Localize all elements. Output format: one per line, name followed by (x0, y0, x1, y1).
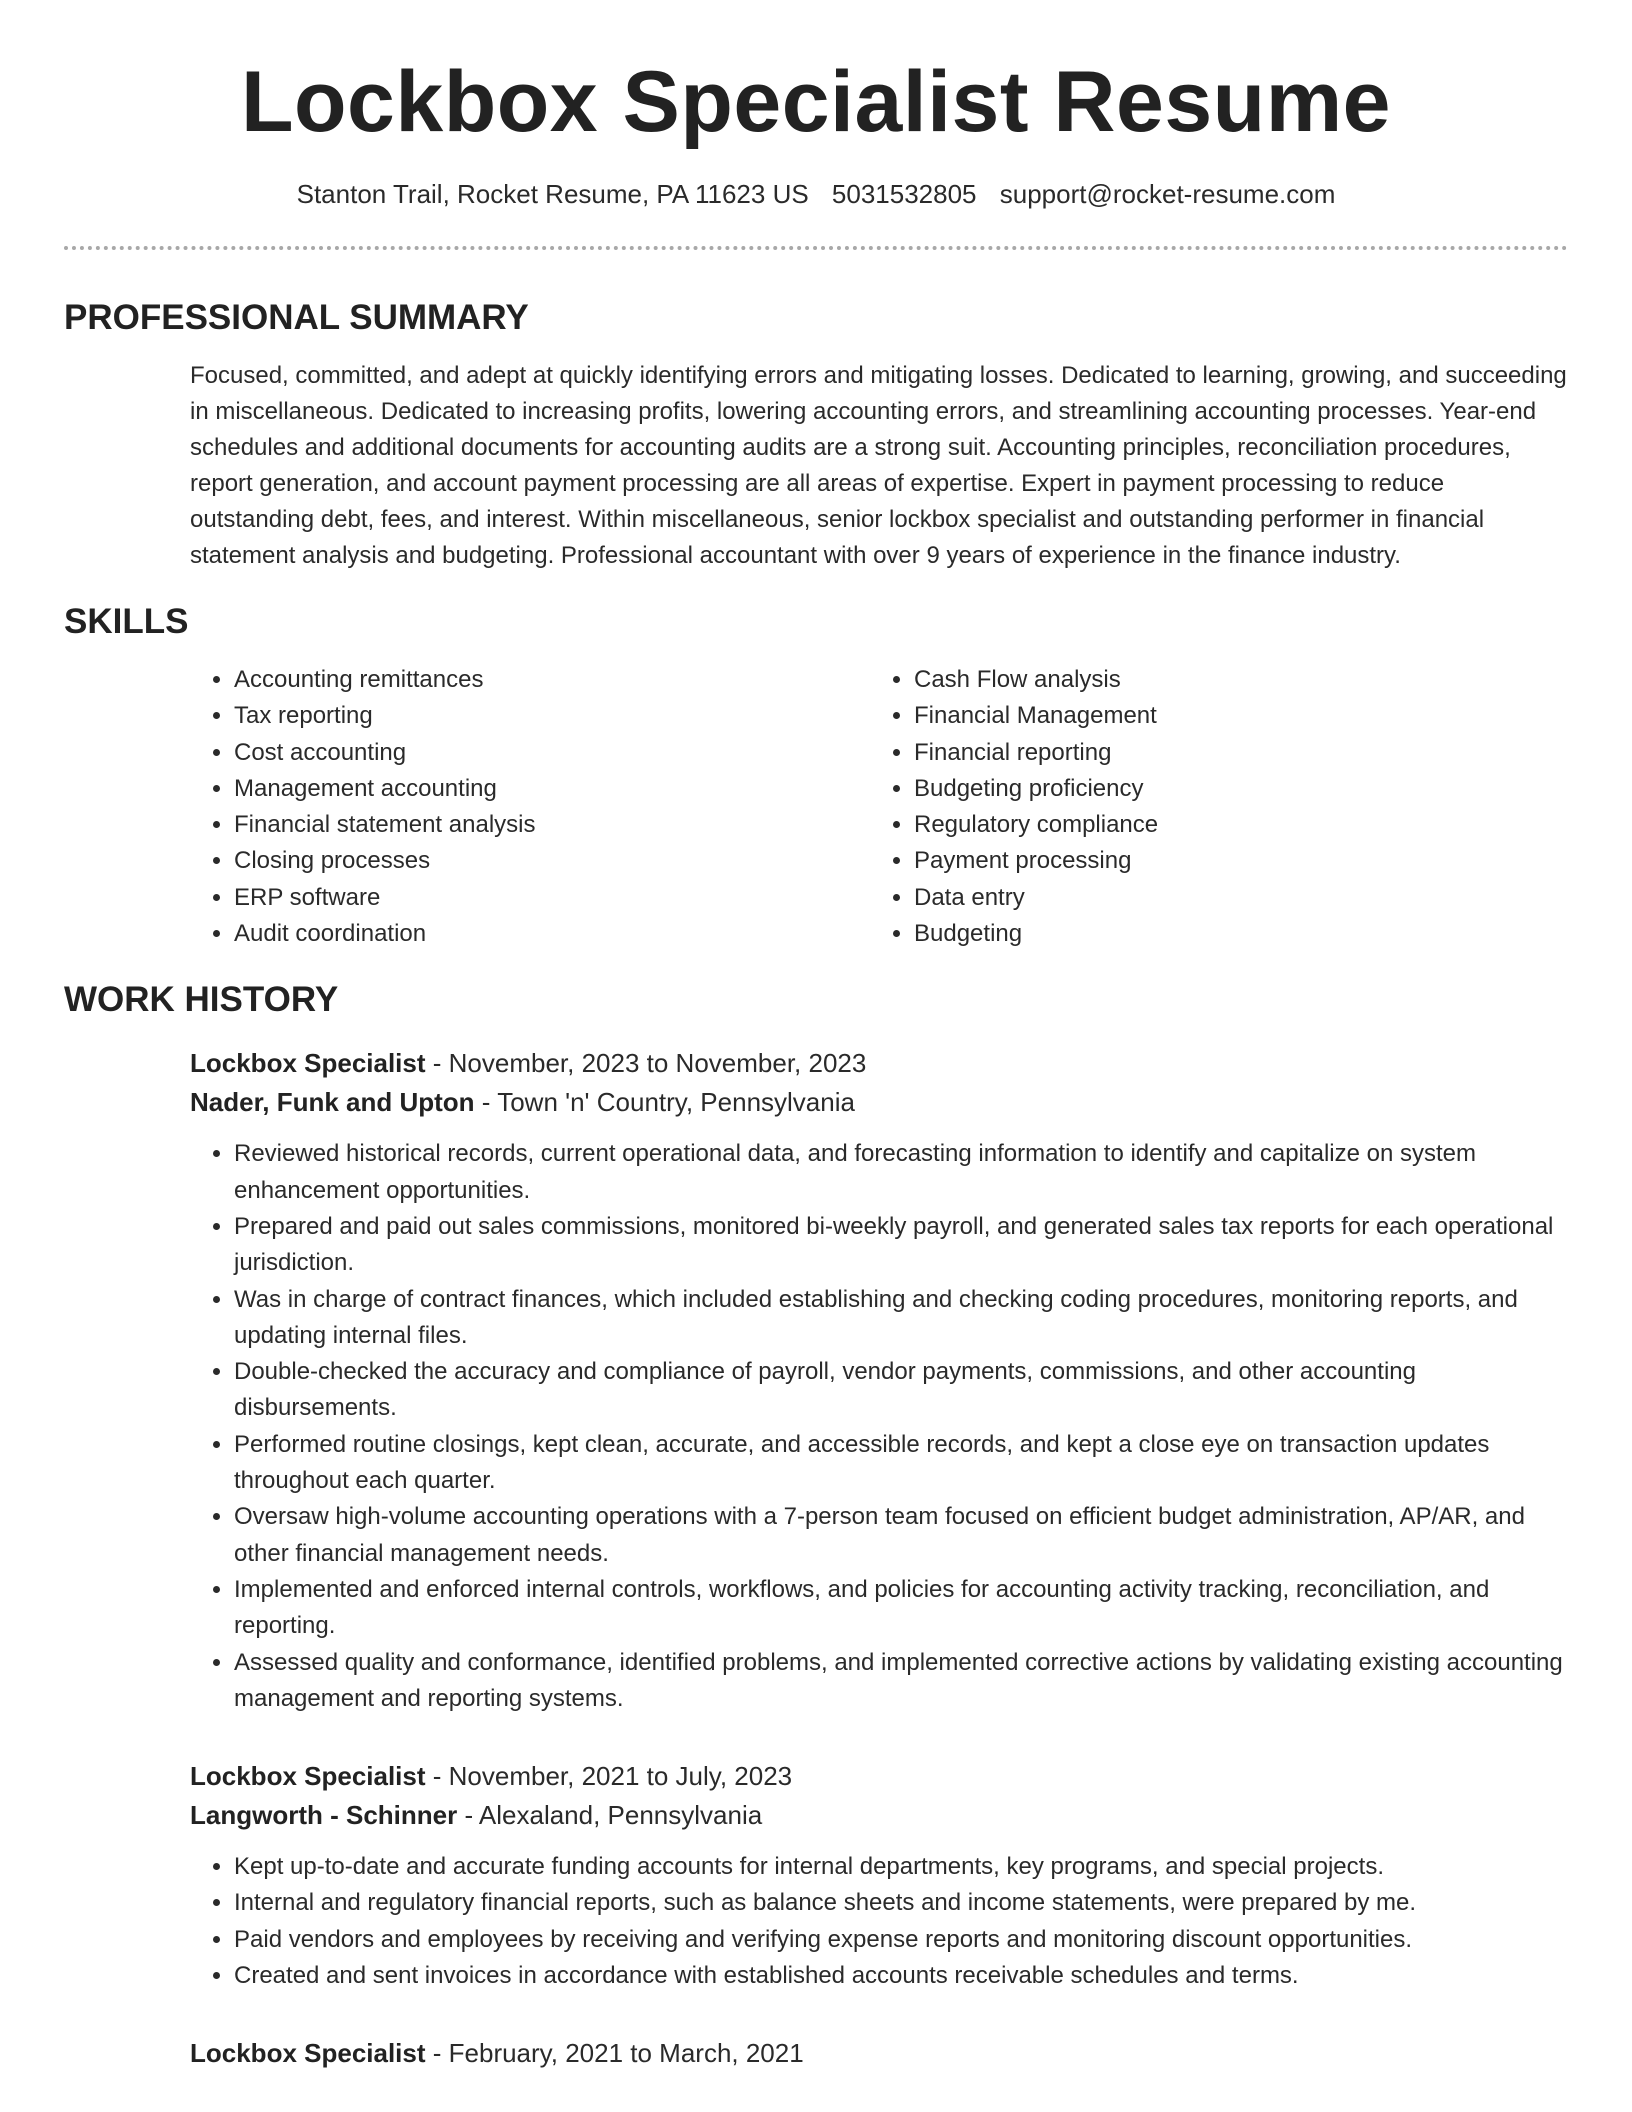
job-bullet: • Assessed quality and conformance, identified problems, and implemented corrective actions by validating existing accounting management and reporting systems. (234, 1645, 1568, 1718)
contact-email: support@rocket-resume.com (999, 179, 1336, 209)
skill-item: • Management accounting (234, 771, 870, 807)
header-divider (64, 246, 1568, 250)
job-dates: - November, 2023 to November, 2023 (425, 1048, 867, 1079)
resume-title: Lockbox Specialist Resume (240, 54, 1392, 150)
summary-heading: PROFESSIONAL SUMMARY (64, 298, 529, 337)
job-entry (64, 2034, 1568, 2073)
job-entry (64, 1757, 1568, 1994)
contact-address: Stanton Trail, Rocket Resume, PA 11623 US (296, 179, 809, 209)
skill-item: • Regulatory compliance (914, 807, 1514, 843)
skill-item: • Payment processing (914, 843, 1514, 879)
contact-line (64, 176, 1568, 212)
job-title-line (190, 2034, 1568, 2073)
skills-list (64, 662, 1568, 952)
summary-text: Focused, committed, and adept at quickly identifying errors and mitigating losses. Dedicated to learning, growing, and succeeding in miscellaneous. Dedicated to increasing profits, lowering accounting errors, and streamlining accounting processes. Year-end schedules and additional documents for accounting audits are a strong suit. Accounting principles, reconciliation procedures, report generation, and account payment processing are all areas of expertise. Expert in payment processing to reduce outstanding debt, fees, and interest. Within miscellaneous, senior lockbox specialist and outstanding performer in financial statement analysis and budgeting. Professional accountant with over 9 years of experience in the finance industry. (190, 362, 1567, 569)
skill-item: • Financial statement analysis (234, 807, 870, 843)
skill-item: • ERP software (234, 880, 870, 916)
job-title: Lockbox Specialist (190, 1048, 426, 1079)
skill-item: • Accounting remittances (234, 662, 870, 698)
skills-column-right (870, 662, 1514, 952)
skill-item: • Financial reporting (914, 735, 1514, 771)
job-bullet: • Paid vendors and employees by receiving and verifying expense reports and monitoring discount opportunities. (234, 1922, 1568, 1958)
job-company: Langworth - Schinner (190, 1800, 458, 1831)
job-location: - Town 'n' Country, Pennsylvania (474, 1087, 855, 1118)
skill-item: • Budgeting (914, 916, 1514, 952)
skills-heading: SKILLS (64, 602, 189, 641)
job-title-line (190, 1044, 1568, 1083)
job-bullet: • Reviewed historical records, current operational data, and forecasting information to identify and capitalize on system enhancement opportunities. (234, 1136, 1568, 1209)
job-bullets (190, 1849, 1568, 1994)
work-history-heading: WORK HISTORY (64, 980, 339, 1020)
job-title: Lockbox Specialist (190, 1761, 426, 1792)
job-bullet: • Performed routine closings, kept clean, accurate, and accessible records, and kept a close eye on transaction updates throughout each quarter. (234, 1427, 1568, 1500)
job-bullets (190, 1136, 1568, 1717)
job-entry (64, 1044, 1568, 1717)
job-company: Nader, Funk and Upton (190, 1087, 475, 1118)
job-bullet: • Internal and regulatory financial reports, such as balance sheets and income statements, were prepared by me. (234, 1885, 1568, 1921)
job-company-line (190, 1796, 1568, 1835)
skill-item: • Data entry (914, 880, 1514, 916)
skill-item: • Financial Management (914, 698, 1514, 734)
job-bullet: • Kept up-to-date and accurate funding accounts for internal departments, key programs, and special projects. (234, 1849, 1568, 1885)
job-company-line (190, 1083, 1568, 1122)
job-title: Lockbox Specialist (190, 2038, 426, 2069)
job-bullet: • Double-checked the accuracy and compliance of payroll, vendor payments, commissions, and other accounting disbursements. (234, 1354, 1568, 1427)
contact-phone: 5031532805 (831, 179, 977, 209)
skill-item: • Cost accounting (234, 735, 870, 771)
job-bullet: • Was in charge of contract finances, which included establishing and checking coding procedures, monitoring reports, and updating internal files. (234, 1282, 1568, 1355)
job-bullet: • Oversaw high-volume accounting operations with a 7-person team focused on efficient budget administration, AP/AR, and other financial management needs. (234, 1499, 1568, 1572)
skills-column-left (190, 662, 870, 952)
job-location: - Alexaland, Pennsylvania (457, 1800, 763, 1831)
job-title-line (190, 1757, 1568, 1796)
skill-item: • Tax reporting (234, 698, 870, 734)
skill-item: • Closing processes (234, 843, 870, 879)
job-bullet: • Implemented and enforced internal controls, workflows, and policies for accounting activity tracking, reconciliation, and reporting. (234, 1572, 1568, 1645)
job-bullet: • Created and sent invoices in accordance with established accounts receivable schedules and terms. (234, 1958, 1568, 1994)
job-dates: - November, 2021 to July, 2023 (425, 1761, 793, 1792)
skill-item: • Audit coordination (234, 916, 870, 952)
resume-page (64, 0, 1568, 2073)
skill-item: • Cash Flow analysis (914, 662, 1514, 698)
job-bullet: • Prepared and paid out sales commissions, monitored bi-weekly payroll, and generated sales tax reports for each operational jurisdiction. (234, 1209, 1568, 1282)
skill-item: • Budgeting proficiency (914, 771, 1514, 807)
job-dates: - February, 2021 to March, 2021 (425, 2038, 804, 2069)
